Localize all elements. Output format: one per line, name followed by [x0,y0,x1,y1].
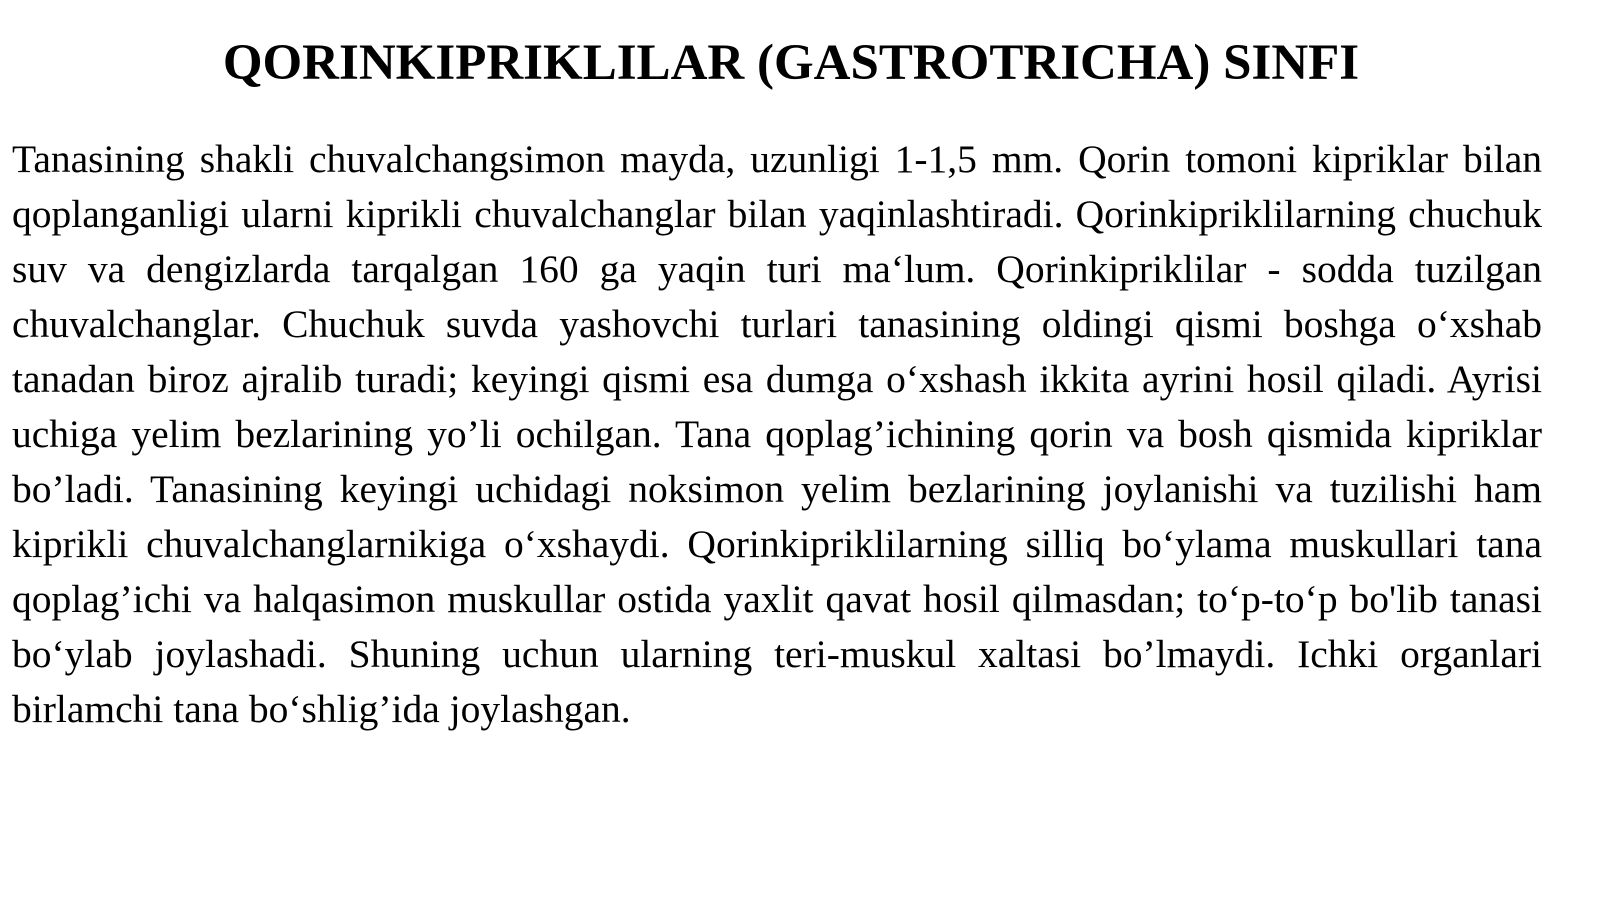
document-title: QORINKIPRIKLILAR (GASTROTRICHA) SINFI [222,35,1360,91]
body-paragraph: Tanasining shakli chuvalchangsimon mayda, uzunligi 1-1,5 mm. Qorin tomoni kipriklar bilan qoplanganligi ularni kiprikli chuvalchanglar bilan yaqinlashtiradi. Qorinkipriklilarning chuchuk suv va dengizlarda tarqalgan 160 ga yaqin turi ma‘lum. Qorinkipriklilar - sodda tuzilgan chuvalchanglar. Chuchuk suvda yashovchi turlari tanasining oldingi qismi boshga o‘xshab tanadan biroz ajralib turadi; keyingi qismi esa dumga o‘xshash ikkita ayrini hosil qiladi. Ayrisi uchiga yelim bezlarining yo’li ochilgan. Tana qoplag’ichining qorin va bosh qismida kipriklar bo’ladi. Tanasining keyingi uchidagi noksimon yelim bezlarining joylanishi va tuzilishi ham kiprikli chuvalchanglarnikiga o‘xshaydi. Qorinkipriklilarning silliq bo‘ylama muskullari tana qoplag’ichi va halqasimon muskullar ostida yaxlit qavat hosil qilmasdan; to‘p-to‘p bo'lib tanasi bo‘ylab joylashadi. Shuning uchun ularning teri-muskul xaltasi bo’lmaydi. Ichki organlari birlamchi tana bo‘shlig’ida joylashgan. [12,137,1542,731]
